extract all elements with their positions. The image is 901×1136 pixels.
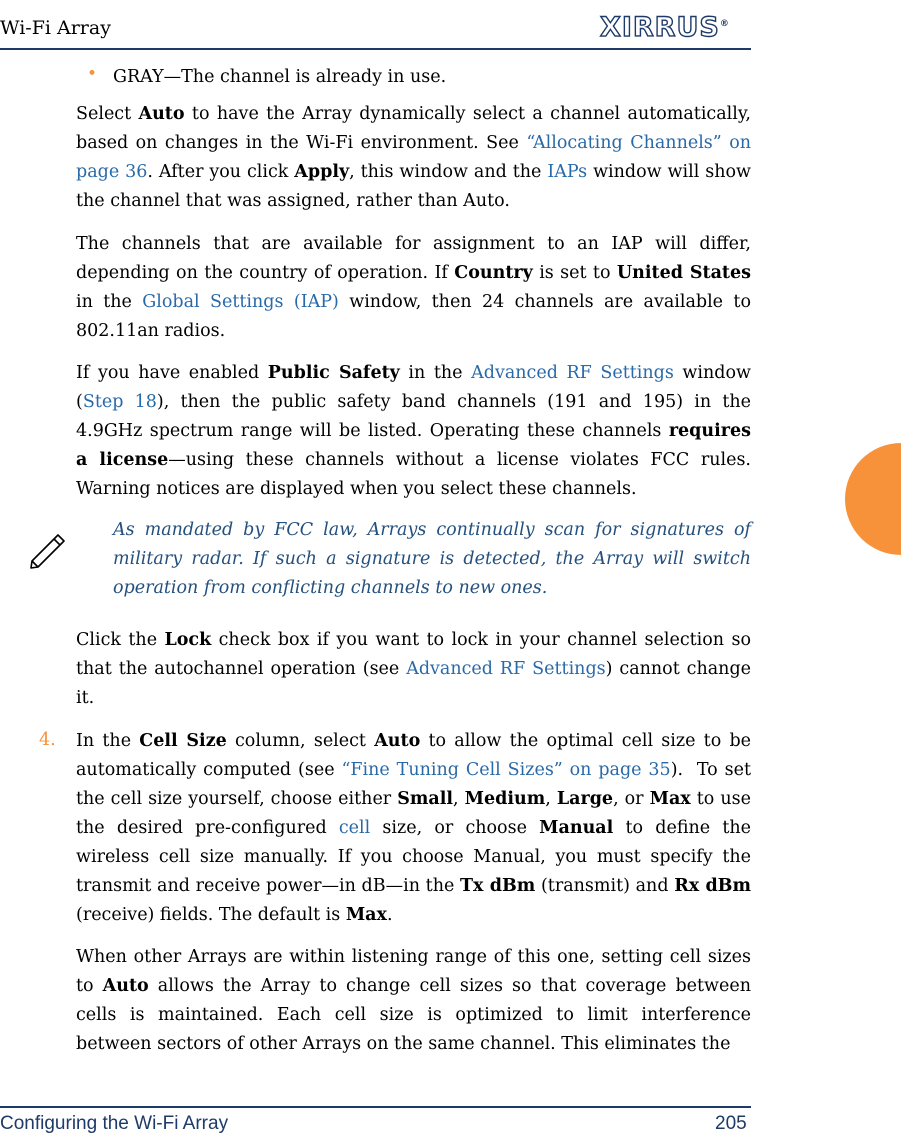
step-number: 4. <box>39 730 56 750</box>
link-fine-tuning[interactable]: “Fine Tuning Cell Sizes” on page 35 <box>341 760 671 780</box>
footer-section: Configuring the Wi-Fi Array <box>0 1113 229 1134</box>
page-number: 205 <box>715 1113 747 1134</box>
bullet-item <box>113 63 751 92</box>
bullet-icon: • <box>87 64 98 84</box>
section-tab <box>845 443 901 555</box>
bullet-text: GRAY—The channel is already in use. <box>113 67 447 87</box>
link-cell[interactable]: cell <box>338 818 371 838</box>
link-step-18[interactable]: Step 18 <box>82 392 157 412</box>
pencil-icon <box>28 527 70 569</box>
logo-mark: ® <box>719 19 730 29</box>
footer-rule <box>0 1106 751 1108</box>
logo-text: XIRRUS <box>600 12 720 43</box>
paragraph-channels-available: The channels that are available for assignment to an IAP will differ, depending on the country of operation. If Country is set to United States in the Global Settings (IAP) window, then 24 channels are available to 802.11an radios. <box>76 234 752 341</box>
link-iaps[interactable]: IAPs <box>547 162 588 182</box>
xirrus-logo <box>600 12 730 43</box>
paragraph-auto-cell-sizes: When other Arrays are within listening range of this one, setting cell sizes to Auto allows the Array to change cell sizes so that coverage between cells is maintained. Each cell size is optimized to limit interference between sectors of other Arrays on the same channel. This eliminates the <box>76 947 752 1054</box>
link-advanced-rf-settings[interactable]: Advanced RF Settings <box>471 363 674 383</box>
header-title: Wi-Fi Array <box>0 17 111 39</box>
link-allocating-channels[interactable]: “Allocating Channels” on page 36 <box>76 133 752 182</box>
paragraph-auto-channel: Select Auto to have the Array dynamically select a channel automatically, based on changes in the Wi-Fi environment. See “Allocating Channels” on page 36. After you click Apply, this window and the IAPs window will show the channel that was assigned, rather than Auto. <box>76 104 752 211</box>
link-advanced-rf-settings-2[interactable]: Advanced RF Settings <box>406 659 606 679</box>
note-text: As mandated by FCC law, Arrays continually scan for signatures of military radar. If such a signature is detected, the Array will switch operation from conflicting channels to new ones. <box>113 520 751 598</box>
header-rule <box>0 48 751 50</box>
step-4-cell-size: In the Cell Size column, select Auto to allow the optimal cell size to be automatically computed (see “Fine Tuning Cell Sizes” on page 35). To set the cell size yourself, choose either Small, Medium, Large, or Max to use the desired pre-configured cell size, or choose Manual to define the wireless cell size manually. If you choose Manual, you must specify the transmit and receive power—in dB—in the Tx dBm (transmit) and Rx dBm (receive) fields. The default is Max. <box>76 731 752 925</box>
paragraph-lock: Click the Lock check box if you want to lock in your channel selection so that the autochannel operation (see Advanced RF Settings) cannot change it. <box>76 630 752 708</box>
paragraph-public-safety: If you have enabled Public Safety in the Advanced RF Settings window (Step 18), then the public safety band channels (191 and 195) in the 4.9GHz spectrum range will be listed. Operating these channels requires a license—using these channels without a license violates FCC rules. Warning notices are displayed when you select these channels. <box>76 363 751 499</box>
link-global-settings[interactable]: Global Settings (IAP) <box>142 292 339 312</box>
